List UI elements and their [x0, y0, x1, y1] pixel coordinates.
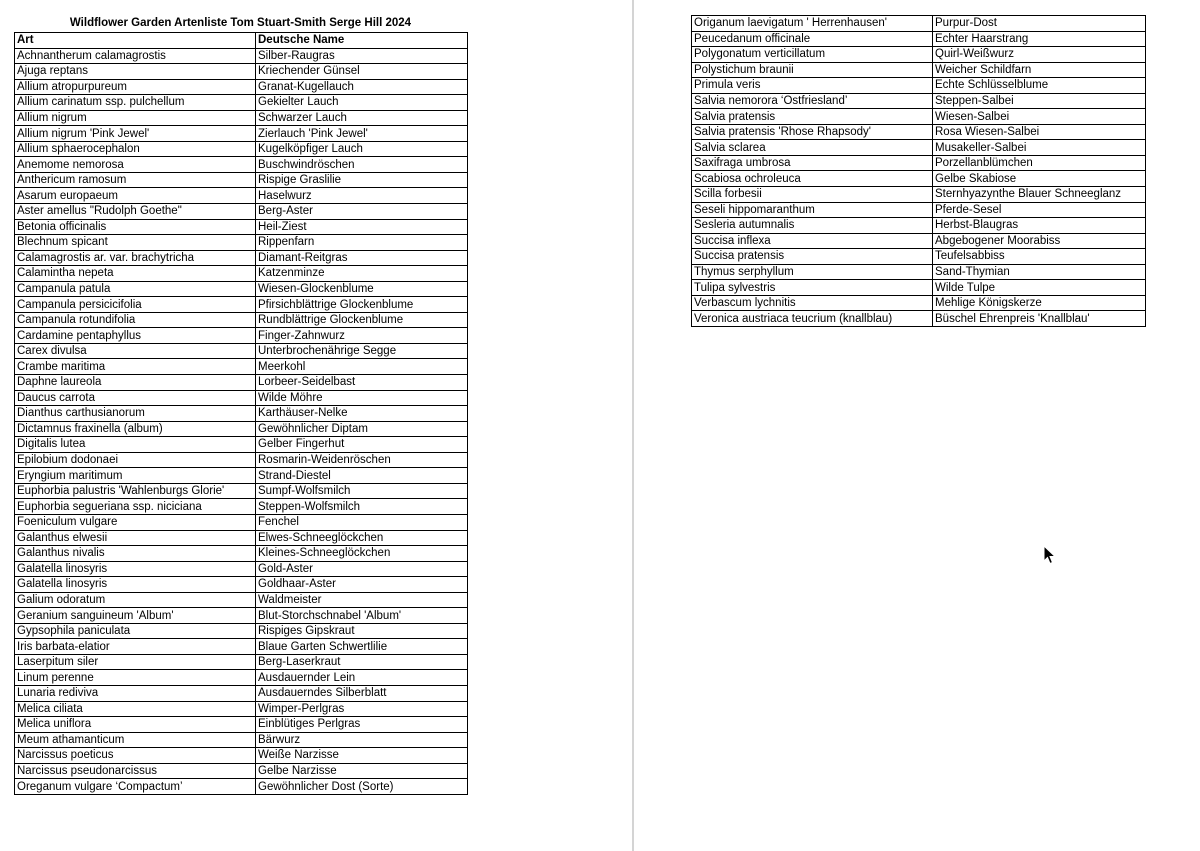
table-row: [15, 157, 468, 173]
cell-art: Blechnum spicant: [15, 235, 256, 251]
cell-art: Veronica austriaca teucrium (knallblau): [692, 311, 933, 327]
cell-art: Calamagrostis ar. var. brachytricha: [15, 250, 256, 266]
cell-art: Crambe maritima: [15, 359, 256, 375]
table-row: [15, 623, 468, 639]
table-row: [692, 295, 1146, 311]
table-row: [15, 328, 468, 344]
table-row: [15, 110, 468, 126]
species-table-right: [691, 15, 1146, 327]
cell-deutsche-name: Gelbe Narzisse: [256, 763, 468, 779]
cell-deutsche-name: Echter Haarstrang: [933, 31, 1146, 47]
table-row: [692, 47, 1146, 63]
cell-deutsche-name: Pferde-Sesel: [933, 202, 1146, 218]
cell-deutsche-name: Gewöhnlicher Diptam: [256, 421, 468, 437]
cell-deutsche-name: Unterbrochenährige Segge: [256, 343, 468, 359]
cell-deutsche-name: Strand-Diestel: [256, 468, 468, 484]
page-right: [634, 0, 1200, 851]
table-row: [15, 172, 468, 188]
table-row: [692, 93, 1146, 109]
cell-deutsche-name: Lorbeer-Seidelbast: [256, 375, 468, 391]
table-row: [15, 530, 468, 546]
cell-deutsche-name: Kugelköpfiger Lauch: [256, 141, 468, 157]
cell-deutsche-name: Sternhyazynthe Blauer Schneeglanz: [933, 187, 1146, 203]
table-row: [15, 64, 468, 80]
cell-art: Tulipa sylvestris: [692, 280, 933, 296]
cell-art: Dianthus carthusianorum: [15, 406, 256, 422]
cell-deutsche-name: Kriechender Günsel: [256, 64, 468, 80]
cell-deutsche-name: Wilde Tulpe: [933, 280, 1146, 296]
table-row: [15, 468, 468, 484]
cell-deutsche-name: Weiße Narzisse: [256, 748, 468, 764]
cell-art: Campanula patula: [15, 281, 256, 297]
cell-deutsche-name: Gelbe Skabiose: [933, 171, 1146, 187]
cell-deutsche-name: Teufelsabbiss: [933, 249, 1146, 265]
table-row: [692, 171, 1146, 187]
table-row: [692, 187, 1146, 203]
cell-deutsche-name: Wilde Möhre: [256, 390, 468, 406]
cell-art: Laserpitum siler: [15, 654, 256, 670]
table-row: [15, 654, 468, 670]
cell-deutsche-name: Gewöhnlicher Dost (Sorte): [256, 779, 468, 795]
table-row: [15, 639, 468, 655]
table-row: [15, 390, 468, 406]
cell-deutsche-name: Wimper-Perlgras: [256, 701, 468, 717]
cell-art: Foeniculum vulgare: [15, 514, 256, 530]
table-row: [692, 78, 1146, 94]
cell-art: Euphorbia segueriana ssp. niciciana: [15, 499, 256, 515]
cell-deutsche-name: Haselwurz: [256, 188, 468, 204]
header-row: [15, 33, 468, 49]
cell-art: Verbascum lychnitis: [692, 295, 933, 311]
cell-deutsche-name: Büschel Ehrenpreis 'Knallblau': [933, 311, 1146, 327]
table-row: [15, 375, 468, 391]
table-body-left: [15, 48, 468, 794]
cell-deutsche-name: Katzenminze: [256, 266, 468, 282]
cell-art: Iris barbata-elatior: [15, 639, 256, 655]
cell-deutsche-name: Gelber Fingerhut: [256, 437, 468, 453]
cell-art: Oreganum vulgare ‘Compactum’: [15, 779, 256, 795]
cell-art: Thymus serphyllum: [692, 264, 933, 280]
cell-art: Polystichum braunii: [692, 62, 933, 78]
table-row: [15, 204, 468, 220]
cell-deutsche-name: Fenchel: [256, 514, 468, 530]
cell-deutsche-name: Rispige Graslilie: [256, 172, 468, 188]
table-row: [15, 188, 468, 204]
cell-art: Campanula rotundifolia: [15, 312, 256, 328]
cell-deutsche-name: Rispiges Gipskraut: [256, 623, 468, 639]
species-table-left: [14, 32, 468, 795]
cell-art: Campanula persicicifolia: [15, 297, 256, 313]
table-row: [692, 124, 1146, 140]
cell-art: Daphne laureola: [15, 375, 256, 391]
cell-art: Allium atropurpureum: [15, 79, 256, 95]
cell-art: Euphorbia palustris 'Wahlenburgs Glorie': [15, 483, 256, 499]
cell-deutsche-name: Wiesen-Glockenblume: [256, 281, 468, 297]
header-deutsche-name: Deutsche Name: [256, 33, 468, 49]
cell-art: Daucus carrota: [15, 390, 256, 406]
table-row: [692, 311, 1146, 327]
table-row: [15, 297, 468, 313]
cell-art: Polygonatum verticillatum: [692, 47, 933, 63]
table-row: [15, 748, 468, 764]
cell-art: Sesleria autumnalis: [692, 218, 933, 234]
cell-art: Narcissus poeticus: [15, 748, 256, 764]
cell-art: Betonia officinalis: [15, 219, 256, 235]
cell-art: Cardamine pentaphyllus: [15, 328, 256, 344]
table-row: [692, 264, 1146, 280]
table-row: [15, 514, 468, 530]
cell-art: Eryngium maritimum: [15, 468, 256, 484]
cell-deutsche-name: Kleines-Schneeglöckchen: [256, 546, 468, 562]
table-row: [15, 48, 468, 64]
cell-art: Saxifraga umbrosa: [692, 155, 933, 171]
table-row: [15, 219, 468, 235]
table-row: [692, 109, 1146, 125]
cell-art: Origanum laevigatum ' Herrenhausen': [692, 16, 933, 32]
cell-art: Achnantherum calamagrostis: [15, 48, 256, 64]
cell-art: Geranium sanguineum 'Album': [15, 608, 256, 624]
cell-deutsche-name: Silber-Raugras: [256, 48, 468, 64]
cell-deutsche-name: Musakeller-Salbei: [933, 140, 1146, 156]
cell-art: Asarum europaeum: [15, 188, 256, 204]
cell-deutsche-name: Elwes-Schneeglöckchen: [256, 530, 468, 546]
cell-art: Galanthus elwesii: [15, 530, 256, 546]
cell-deutsche-name: Quirl-Weißwurz: [933, 47, 1146, 63]
cell-deutsche-name: Karthäuser-Nelke: [256, 406, 468, 422]
cell-art: Narcissus pseudonarcissus: [15, 763, 256, 779]
table-row: [15, 406, 468, 422]
cell-deutsche-name: Echte Schlüsselblume: [933, 78, 1146, 94]
table-row: [15, 779, 468, 795]
table-row: [15, 717, 468, 733]
cell-art: Melica uniflora: [15, 717, 256, 733]
table-row: [15, 235, 468, 251]
table-body-right: [692, 16, 1146, 327]
table-row: [692, 280, 1146, 296]
cell-art: Salvia pratensis: [692, 109, 933, 125]
cell-deutsche-name: Steppen-Wolfsmilch: [256, 499, 468, 515]
table-row: [15, 452, 468, 468]
cell-art: Salvia pratensis 'Rhose Rhapsody': [692, 124, 933, 140]
cell-art: Anemome nemorosa: [15, 157, 256, 173]
cell-deutsche-name: Berg-Aster: [256, 204, 468, 220]
cell-deutsche-name: Zierlauch 'Pink Jewel': [256, 126, 468, 142]
cell-deutsche-name: Porzellanblümchen: [933, 155, 1146, 171]
cell-art: Succisa inflexa: [692, 233, 933, 249]
cell-deutsche-name: Ausdauerndes Silberblatt: [256, 685, 468, 701]
document-title: Wildflower Garden Artenliste Tom Stuart-Smith Serge Hill 2024: [69, 17, 412, 29]
cell-deutsche-name: Purpur-Dost: [933, 16, 1146, 32]
table-row: [692, 233, 1146, 249]
cell-art: Allium nigrum 'Pink Jewel': [15, 126, 256, 142]
cell-art: Salvia nemorora ‘Ostfriesland’: [692, 93, 933, 109]
cell-art: Gypsophila paniculata: [15, 623, 256, 639]
cell-art: Carex divulsa: [15, 343, 256, 359]
table-row: [692, 140, 1146, 156]
table-row: [15, 670, 468, 686]
cell-deutsche-name: Granat-Kugellauch: [256, 79, 468, 95]
cell-deutsche-name: Mehlige Königskerze: [933, 295, 1146, 311]
table-row: [692, 155, 1146, 171]
cell-deutsche-name: Rosa Wiesen-Salbei: [933, 124, 1146, 140]
cell-deutsche-name: Schwarzer Lauch: [256, 110, 468, 126]
table-row: [15, 437, 468, 453]
table-row: [692, 249, 1146, 265]
cell-art: Salvia sclarea: [692, 140, 933, 156]
cell-art: Melica ciliata: [15, 701, 256, 717]
cell-art: Galanthus nivalis: [15, 546, 256, 562]
cell-deutsche-name: Weicher Schildfarn: [933, 62, 1146, 78]
cell-deutsche-name: Rippenfarn: [256, 235, 468, 251]
cell-deutsche-name: Heil-Ziest: [256, 219, 468, 235]
cell-art: Lunaria rediviva: [15, 685, 256, 701]
cell-deutsche-name: Berg-Laserkraut: [256, 654, 468, 670]
table-row: [15, 499, 468, 515]
cell-deutsche-name: Buschwindröschen: [256, 157, 468, 173]
cell-deutsche-name: Blaue Garten Schwertlilie: [256, 639, 468, 655]
table-row: [692, 62, 1146, 78]
table-row: [15, 701, 468, 717]
table-row: [15, 732, 468, 748]
cell-deutsche-name: Wiesen-Salbei: [933, 109, 1146, 125]
cell-art: Scabiosa ochroleuca: [692, 171, 933, 187]
cell-deutsche-name: Finger-Zahnwurz: [256, 328, 468, 344]
cell-art: Meum athamanticum: [15, 732, 256, 748]
cell-deutsche-name: Einblütiges Perlgras: [256, 717, 468, 733]
cell-deutsche-name: Abgebogener Moorabiss: [933, 233, 1146, 249]
table-row: [15, 79, 468, 95]
table-row: [15, 561, 468, 577]
table-row: [15, 95, 468, 111]
cell-deutsche-name: Steppen-Salbei: [933, 93, 1146, 109]
cell-deutsche-name: Rosmarin-Weidenröschen: [256, 452, 468, 468]
table-row: [692, 202, 1146, 218]
cell-art: Linum perenne: [15, 670, 256, 686]
table-row: [15, 546, 468, 562]
cell-art: Galatella linosyris: [15, 577, 256, 593]
table-row: [15, 281, 468, 297]
table-row: [15, 343, 468, 359]
mouse-pointer-icon: [1043, 545, 1057, 565]
cell-art: Scilla forbesii: [692, 187, 933, 203]
table-row: [15, 421, 468, 437]
table-row: [15, 483, 468, 499]
cell-deutsche-name: Sumpf-Wolfsmilch: [256, 483, 468, 499]
table-row: [15, 126, 468, 142]
header-art: Art: [15, 33, 256, 49]
cell-deutsche-name: Ausdauernder Lein: [256, 670, 468, 686]
table-row: [15, 250, 468, 266]
cell-deutsche-name: Gold-Aster: [256, 561, 468, 577]
table-row: [15, 359, 468, 375]
cell-art: Primula veris: [692, 78, 933, 94]
cell-art: Digitalis lutea: [15, 437, 256, 453]
cell-art: Aster amellus "Rudolph Goethe": [15, 204, 256, 220]
cell-deutsche-name: Waldmeister: [256, 592, 468, 608]
cell-art: Galatella linosyris: [15, 561, 256, 577]
table-row: [15, 685, 468, 701]
cell-deutsche-name: Herbst-Blaugras: [933, 218, 1146, 234]
cell-deutsche-name: Meerkohl: [256, 359, 468, 375]
table-row: [692, 218, 1146, 234]
table-row: [692, 31, 1146, 47]
cell-deutsche-name: Bärwurz: [256, 732, 468, 748]
table-row: [15, 266, 468, 282]
cell-art: Succisa pratensis: [692, 249, 933, 265]
cell-art: Seseli hippomaranthum: [692, 202, 933, 218]
cell-art: Allium carinatum ssp. pulchellum: [15, 95, 256, 111]
table-row: [15, 592, 468, 608]
cell-deutsche-name: Gekielter Lauch: [256, 95, 468, 111]
table-row: [15, 141, 468, 157]
table-row: [692, 16, 1146, 32]
cell-art: Allium nigrum: [15, 110, 256, 126]
cell-art: Ajuga reptans: [15, 64, 256, 80]
table-row: [15, 608, 468, 624]
table-row: [15, 577, 468, 593]
table-row: [15, 312, 468, 328]
cell-art: Calamintha nepeta: [15, 266, 256, 282]
cell-deutsche-name: Rundblättrige Glockenblume: [256, 312, 468, 328]
cell-art: Dictamnus fraxinella (album): [15, 421, 256, 437]
cell-art: Anthericum ramosum: [15, 172, 256, 188]
cell-deutsche-name: Blut-Storchschnabel 'Album': [256, 608, 468, 624]
cell-art: Epilobium dodonaei: [15, 452, 256, 468]
cell-art: Peucedanum officinale: [692, 31, 933, 47]
cell-deutsche-name: Diamant-Reitgras: [256, 250, 468, 266]
cell-art: Allium sphaerocephalon: [15, 141, 256, 157]
table-row: [15, 763, 468, 779]
cell-deutsche-name: Goldhaar-Aster: [256, 577, 468, 593]
cell-deutsche-name: Sand-Thymian: [933, 264, 1146, 280]
cell-art: Galium odoratum: [15, 592, 256, 608]
cell-deutsche-name: Pfirsichblättrige Glockenblume: [256, 297, 468, 313]
